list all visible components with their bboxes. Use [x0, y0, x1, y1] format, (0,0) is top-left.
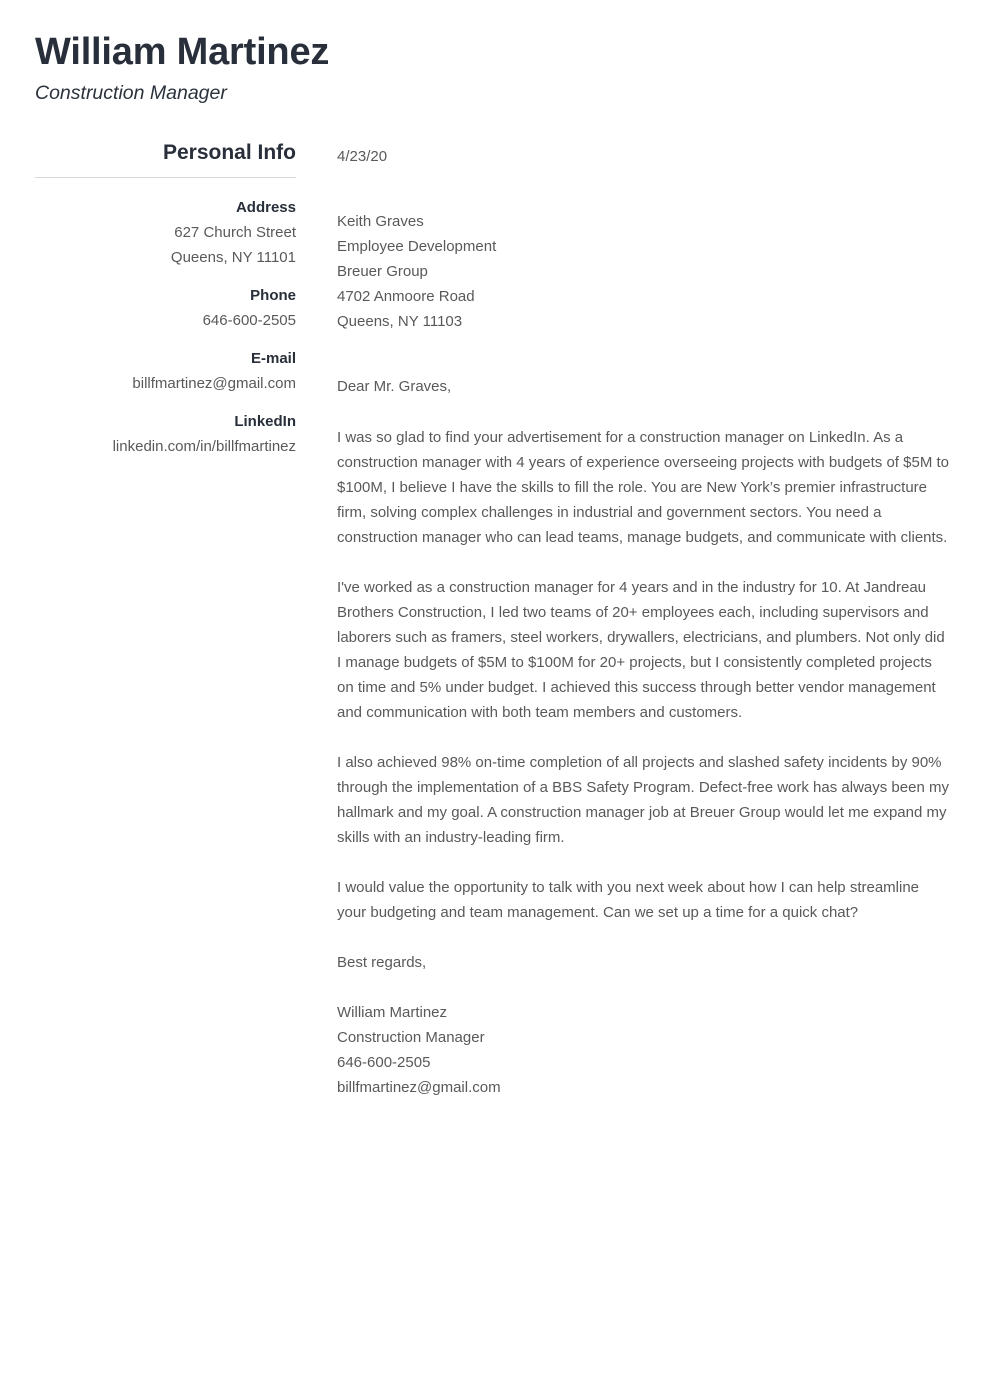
info-group-address — [35, 195, 296, 270]
personal-info-sidebar — [35, 140, 296, 471]
info-group-email — [35, 346, 296, 396]
info-label-email: E-mail — [250, 349, 296, 367]
recipient-name: Keith Graves — [337, 213, 424, 231]
info-group-linkedin — [35, 409, 296, 459]
letter-header — [0, 0, 990, 106]
signature-block — [337, 1000, 952, 1100]
letter-columns — [0, 106, 990, 1100]
applicant-job-title: Construction Manager — [35, 82, 227, 105]
body-paragraph-3: I also achieved 98% on-time completion of all projects and slashed safety incidents by 90% through the implementation of a BBS Safety Program. Defect-free work has always been my hallmark and my goal. A construction manager job at Breuer Group would let me expand my skills with an industry-leading firm. — [337, 754, 949, 847]
info-label-address: Address — [235, 198, 296, 216]
info-value-linkedin[interactable]: linkedin.com/in/billfmartinez — [112, 437, 296, 455]
info-value-email[interactable]: billfmartinez@gmail.com — [132, 374, 296, 392]
closing-phrase: Best regards, — [337, 954, 427, 972]
recipient-block — [337, 209, 952, 334]
info-value-address-city: Queens, NY 11101 — [170, 248, 296, 266]
info-group-phone — [35, 283, 296, 333]
info-value-phone[interactable]: 646-600-2505 — [202, 311, 296, 329]
signature-name: William Martinez — [337, 1004, 448, 1022]
letter-body — [337, 140, 952, 1100]
recipient-street: 4702 Anmoore Road — [337, 288, 475, 306]
info-label-phone: Phone — [250, 286, 296, 304]
letter-date: 4/23/20 — [337, 148, 388, 166]
body-paragraph-2: I've worked as a construction manager for 4 years and in the industry for 10. At Jandreau Brothers Construction, I led two teams of 20+ employees each, including supervisors and laborers such as framers, steel workers, drywallers, electricians, and plumbers. Not only did I manage budgets of $5M to $100M for 20+ projects, but I consistently completed projects on time and 5% under budget. I achieved this success through better vendor management and communication with both team members and customers. — [337, 579, 945, 722]
info-value-address-street: 627 Church Street — [174, 223, 296, 241]
recipient-city: Queens, NY 11103 — [337, 313, 463, 331]
body-paragraph-1: I was so glad to find your advertisement for a construction manager on LinkedIn. As a construction manager with 4 years of experience overseeing projects with budgets of $5M to $100M, I believe I have the skills to fill the role. You are New York’s premier infrastructure firm, solving complex challenges in industrial and government sectors. You need a construction manager who can lead teams, manage budgets, and communicate with clients. — [337, 429, 949, 547]
personal-info-heading: Personal Info — [162, 141, 296, 165]
info-label-linkedin: LinkedIn — [234, 412, 296, 430]
applicant-name: William Martinez — [35, 31, 330, 73]
recipient-company: Breuer Group — [337, 263, 428, 281]
signature-phone[interactable]: 646-600-2505 — [337, 1054, 431, 1072]
sidebar-divider — [35, 177, 296, 178]
salutation: Dear Mr. Graves, — [337, 378, 452, 396]
signature-email[interactable]: billfmartinez@gmail.com — [337, 1079, 501, 1097]
body-paragraph-4: I would value the opportunity to talk with you next week about how I can help streamline your budgeting and team management. Can we set up a time for a quick chat? — [337, 879, 920, 922]
signature-title: Construction Manager — [337, 1029, 485, 1047]
recipient-department: Employee Development — [337, 238, 497, 256]
